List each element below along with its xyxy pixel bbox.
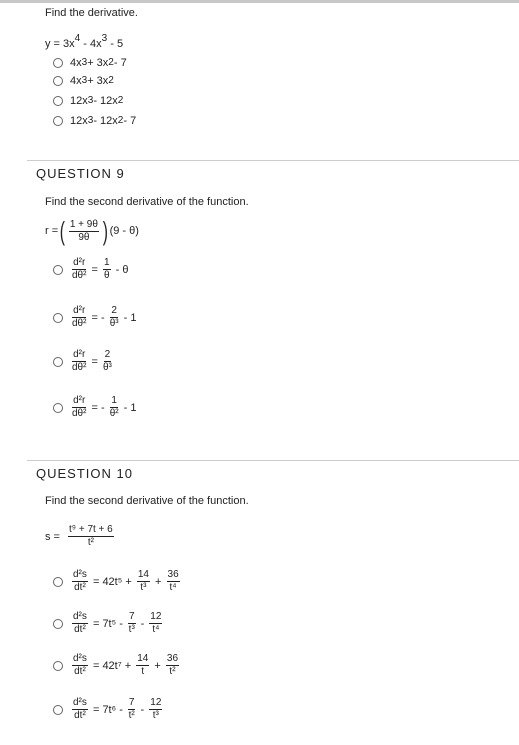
radio-button[interactable] — [53, 76, 63, 86]
q10-option-3[interactable]: $\frac{\text{d²s}}{\text{dt²}}$ = 42t⁷ + $\frac{14}{t}$ + $\frac{36}{\text{t²}}$ — [53, 654, 181, 677]
q8-prompt: Find the derivative. — [45, 7, 138, 19]
radio-button[interactable] — [53, 96, 63, 106]
q8-option-1[interactable]: 4x 3 + 3x 2 - 7 — [53, 57, 127, 69]
q10-option-2[interactable]: $\frac{\text{d²s}}{\text{dt²}}$ = 7t⁵ - $\frac{7}{\text{t³}}$ - $\frac{12}{\text{t⁴}}$ — [53, 612, 164, 635]
radio-button[interactable] — [53, 357, 63, 367]
radio-button[interactable] — [53, 265, 63, 275]
q8-option-3[interactable]: 12x 3 - 12x 2 — [53, 95, 123, 107]
q8-option-2[interactable]: 4x 3 + 3x 2 — [53, 75, 114, 87]
q8-option-4[interactable]: 12x 3 - 12x 2 - 7 — [53, 115, 136, 127]
radio-button[interactable] — [53, 116, 63, 126]
q9-option-2[interactable]: $\frac{\text{d²r}}{\text{dθ²}}$ = - $\frac{2}{\text{θ³}}$ - 1 — [53, 306, 137, 329]
q10-option-1[interactable]: $\frac{\text{d²s}}{\text{dt²}}$ = 42t⁵ + $\frac{14}{\text{t³}}$ + $\frac{36}{\text{t⁴}}$ — [53, 570, 182, 593]
q10-option-4[interactable]: $\frac{\text{d²s}}{\text{dt²}}$ = 7t⁶ - $\frac{7}{\text{t²}}$ - $\frac{12}{\text{t³}}$ — [53, 698, 164, 721]
radio-button[interactable] — [53, 313, 63, 323]
question-divider — [27, 460, 519, 461]
q10-function: s = $\frac{\text{t⁹ + 7t + 6}}{\text{t²}}$ — [45, 524, 113, 548]
radio-button[interactable] — [53, 577, 63, 587]
q10-title: QUESTION 10 — [36, 466, 133, 481]
radio-button[interactable] — [53, 661, 63, 671]
radio-button[interactable] — [53, 58, 63, 68]
q9-option-1[interactable]: $\frac{\text{d²r}}{\text{dθ²}}$ = $\frac{1}{\theta}$ - θ — [53, 258, 128, 281]
q10-prompt: Find the second derivative of the function. — [45, 495, 249, 507]
question-divider — [27, 160, 519, 161]
radio-button[interactable] — [53, 403, 63, 413]
q9-function: r = ( $\frac{1 + 9\theta}{9\theta}$ ) (9 - θ) — [45, 216, 139, 246]
radio-button[interactable] — [53, 619, 63, 629]
q9-option-3[interactable]: $\frac{\text{d²r}}{\text{dθ²}}$ = $\frac{2}{\text{θ³}}$ — [53, 350, 114, 373]
q9-title: QUESTION 9 — [36, 166, 125, 181]
q8-equation: $y = 3x^4 - 4x^3 - 5$ — [45, 33, 124, 50]
top-divider — [0, 0, 519, 3]
q9-option-4[interactable]: $\frac{\text{d²r}}{\text{dθ²}}$ = - $\frac{1}{\text{θ²}}$ - 1 — [53, 396, 137, 419]
q9-prompt: Find the second derivative of the function. — [45, 196, 249, 208]
radio-button[interactable] — [53, 705, 63, 715]
